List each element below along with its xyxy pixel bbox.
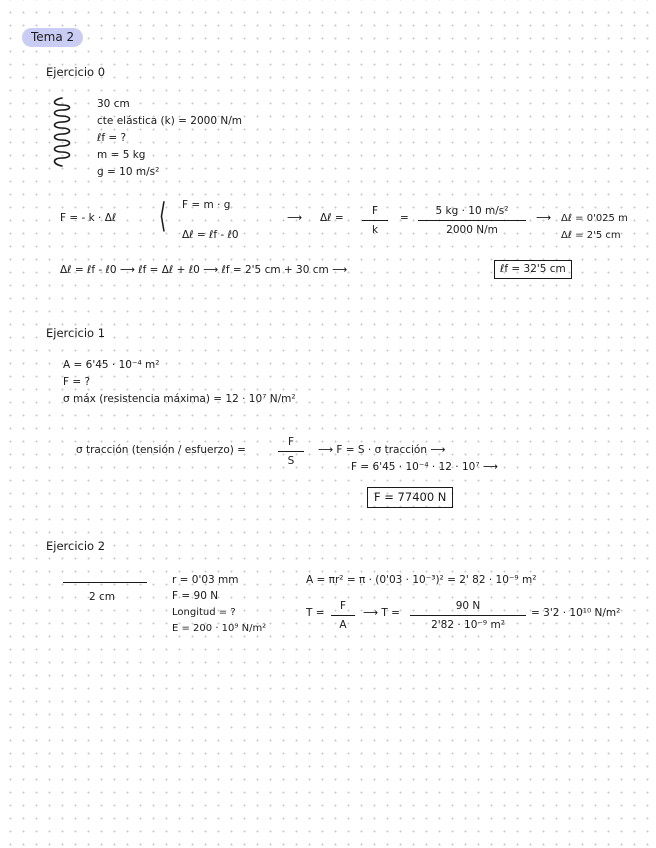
fraction-numerator: F: [278, 436, 304, 452]
ex2-area-calc: A = πr² = π · (0'03 · 10⁻³)² = 2' 82 · 10⁻⁹ m²: [306, 574, 537, 586]
fraction-denominator: 2'82 · 10⁻⁹ m²: [431, 619, 505, 631]
ex1-given-area: A = 6'45 · 10⁻⁴ m²: [63, 359, 160, 371]
ex0-fraction-f-over-k: [362, 205, 388, 237]
ex2-length-label: 2 cm: [89, 591, 116, 603]
ex0-result-m: Δℓ = 0'025 m: [561, 213, 628, 224]
ex1-step-2: F = 6'45 · 10⁻⁴ · 12 · 10⁷ ⟶: [351, 461, 498, 473]
page-title: Tema 2: [22, 28, 83, 47]
ex0-given-lf: ℓf = ?: [97, 132, 127, 144]
ex0-answer-box: ℓf = 32'5 cm: [494, 260, 572, 279]
ex1-fraction-f-over-s: [278, 436, 304, 468]
ex2-given-modulus: E = 200 · 10⁹ N/m²: [172, 623, 267, 634]
ex0-dl-label: Δℓ =: [320, 212, 344, 224]
exercise-1-heading: Ejercicio 1: [46, 326, 106, 340]
ex0-given-m: m = 5 kg: [97, 149, 146, 161]
fraction-denominator: 2000 N/m: [446, 224, 498, 236]
arrow-2: ⟶: [536, 212, 552, 224]
ex2-t-label: T =: [306, 607, 325, 619]
ex2-arrow-t: ⟶ T =: [363, 607, 400, 619]
ex0-fraction-values: [418, 205, 526, 237]
wire-length-line: [63, 582, 147, 583]
fraction-denominator: S: [287, 455, 295, 467]
ex0-force-law: F = - k · Δℓ: [60, 212, 117, 224]
ex0-given-k: cte elástica (k) = 2000 N/m: [97, 115, 242, 127]
ex2-given-radius: r = 0'03 mm: [172, 574, 239, 586]
fraction-numerator: 5 kg · 10 m/s²: [418, 205, 526, 221]
ex2-given-force: F = 90 N: [172, 590, 219, 602]
fraction-denominator: k: [371, 224, 379, 236]
ex0-brace-top: F = m · g: [182, 199, 231, 211]
ex1-answer-box: F = 77400 N: [367, 487, 453, 508]
fraction-numerator: F: [331, 600, 355, 616]
ex0-given-length: 30 cm: [97, 98, 130, 110]
arrow-1: ⟶: [287, 212, 303, 224]
ex0-brace-bottom: Δℓ = ℓf - ℓ0: [182, 229, 239, 241]
ex0-derivation: Δℓ = ℓf - ℓ0 ⟶ ℓf = Δℓ + ℓ0 ⟶ ℓf = 2'5 cm + 30 cm ⟶: [60, 264, 348, 276]
ex1-given-force: F = ?: [63, 376, 91, 388]
exercise-2-heading: Ejercicio 2: [46, 539, 106, 553]
fraction-denominator: A: [339, 619, 347, 631]
ex0-result-cm: Δℓ = 2'5 cm: [561, 230, 621, 241]
spring-coil-icon: [50, 96, 74, 170]
equals-sign: =: [400, 212, 409, 224]
ex2-fraction-values: [410, 600, 526, 632]
ex2-fraction-f-over-a: [331, 600, 355, 632]
ex1-step-1: ⟶ F = S · σ tracción ⟶: [318, 444, 446, 456]
ex2-result: = 3'2 · 10¹⁰ N/m²: [531, 607, 621, 619]
fraction-numerator: F: [362, 205, 388, 221]
ex1-given-sigma-max: σ máx (resistencia máxima) = 12 · 10⁷ N/m²: [63, 393, 296, 405]
fraction-numerator: 90 N: [410, 600, 526, 616]
brace-symbol: ⟨: [158, 196, 167, 236]
ex0-given-g: g = 10 m/s²: [97, 166, 160, 178]
ex2-given-length: Longitud = ?: [172, 607, 236, 618]
exercise-0-heading: Ejercicio 0: [46, 65, 106, 79]
ex1-sigma-label: σ tracción (tensión / esfuerzo) =: [76, 444, 246, 456]
